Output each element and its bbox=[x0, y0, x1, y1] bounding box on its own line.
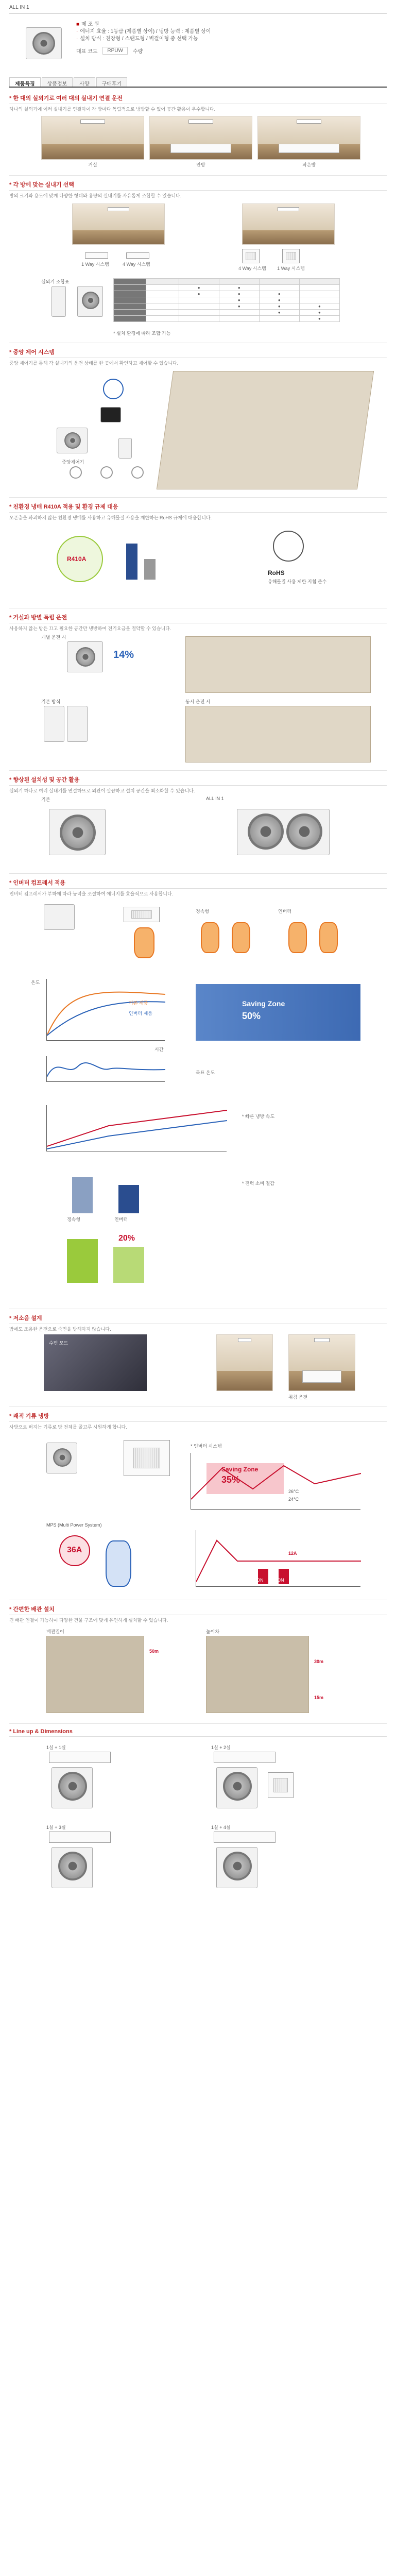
warning-icon bbox=[273, 531, 304, 562]
chart-bar bbox=[67, 1239, 98, 1283]
outdoor-unit-image bbox=[216, 1767, 257, 1808]
section-lineup bbox=[9, 1728, 387, 1739]
temp-label: 24°C bbox=[288, 1497, 299, 1502]
caption: 안방 bbox=[196, 162, 205, 167]
floorplan-image bbox=[185, 706, 371, 762]
section-title: * 한 대의 실외기로 여러 대의 실내기 연결 운전 bbox=[9, 94, 387, 104]
model-tag: ALL IN 1 bbox=[9, 5, 29, 10]
fan-icon bbox=[76, 647, 95, 667]
section-desc: 오존층을 파괴하지 않는 친환경 냉매를 사용하고 유해물질 사용을 제한하는 RoHS 규제에 대응합니다. bbox=[9, 515, 212, 520]
chart-bar bbox=[126, 544, 137, 580]
diagram-label: 개별 운전 시 bbox=[41, 635, 66, 640]
outdoor-unit-image bbox=[67, 706, 88, 742]
fan-icon bbox=[82, 292, 99, 309]
floorplan-image bbox=[157, 371, 374, 489]
outdoor-unit-image bbox=[49, 809, 106, 855]
section-desc: 하나의 실외기에 여러 실내기를 연결하여 각 방마다 독립적으로 냉방할 수 있어 공간 활용이 우수합니다. bbox=[9, 107, 216, 112]
section-title: * 쾌적 기류 냉방 bbox=[9, 1412, 387, 1422]
caption: 4 Way 시스템 bbox=[123, 262, 150, 267]
saving-pct: 14% bbox=[113, 649, 134, 660]
amp-small: 12A bbox=[288, 1551, 297, 1556]
outdoor-unit-image bbox=[44, 706, 64, 742]
cassette-unit bbox=[49, 1832, 111, 1843]
on-label: ON bbox=[256, 1578, 264, 1583]
fan-icon bbox=[64, 432, 81, 449]
chart-bar bbox=[113, 1247, 144, 1283]
diagram-label: 중앙제어기 bbox=[62, 460, 84, 465]
room-image bbox=[72, 204, 165, 245]
mps-label: MPS (Multi Power System) bbox=[46, 1522, 102, 1528]
room-image bbox=[216, 1334, 273, 1391]
curve-label: 인버터 제품 bbox=[129, 1011, 152, 1016]
section-desc: 사용하지 않는 방은 끄고 필요한 공간만 냉방하여 전기요금을 절약할 수 있습니다. bbox=[9, 626, 171, 631]
remote-icon bbox=[100, 466, 113, 479]
diagram-label: ALL IN 1 bbox=[206, 796, 224, 801]
chart-bar bbox=[72, 1177, 93, 1213]
cassette-unit bbox=[282, 249, 300, 263]
section-title: * 간편한 배관 설치 bbox=[9, 1605, 387, 1615]
section-zone-control bbox=[9, 613, 387, 632]
room-image bbox=[288, 1334, 355, 1391]
section-desc: 인버터 컴프레서가 부하에 따라 능력을 조절하여 에너지를 효율적으로 사용합니다. bbox=[9, 891, 174, 896]
saving-chart bbox=[191, 1453, 360, 1510]
on-label: ON bbox=[277, 1578, 284, 1583]
outdoor-unit-image bbox=[237, 809, 330, 855]
bar-label: 인버터 bbox=[114, 1217, 128, 1222]
compressor-image bbox=[44, 904, 75, 930]
section-title: * 향상된 설치성 및 공간 활용 bbox=[9, 775, 387, 786]
building-image bbox=[206, 1636, 309, 1713]
lineup-group-label: 1실 + 1실 bbox=[46, 1745, 66, 1750]
saving-zone-panel bbox=[196, 984, 360, 1041]
person-icon bbox=[134, 927, 154, 958]
axis-label: 온도 bbox=[31, 980, 40, 985]
outdoor-unit-image bbox=[26, 27, 62, 59]
image-label: 취침 운전 bbox=[288, 1395, 308, 1400]
power-chart bbox=[46, 1105, 227, 1151]
target-label: 목표 온도 bbox=[196, 1070, 215, 1075]
cassette-unit bbox=[214, 1752, 276, 1763]
fan-icon bbox=[223, 1772, 252, 1801]
cassette-unit bbox=[126, 252, 149, 259]
cassette-unit bbox=[49, 1752, 111, 1763]
section-installation bbox=[9, 775, 387, 794]
fan-icon bbox=[58, 1852, 87, 1880]
caption: 1 Way 시스템 bbox=[277, 266, 305, 271]
axis-label: 시간 bbox=[154, 1047, 164, 1052]
section-eco bbox=[9, 502, 387, 521]
legend-item: 정속형 bbox=[196, 909, 210, 914]
lineup-group-label: 1실 + 2실 bbox=[211, 1745, 231, 1750]
character-icon bbox=[106, 1540, 131, 1587]
info-line: · 설치 방식 : 천장형 / 스탠드형 / 벽걸이형 중 선택 가능 bbox=[76, 36, 198, 42]
product-info bbox=[76, 21, 380, 55]
outdoor-unit-image bbox=[77, 286, 103, 317]
outdoor-unit-image bbox=[46, 1443, 77, 1473]
product-thumbnail bbox=[21, 18, 70, 67]
section-desc: 중앙 제어기를 통해 각 실내기의 운전 상태를 한 곳에서 확인하고 제어할 수 있습니다. bbox=[9, 361, 179, 366]
diagram-label: 기존 bbox=[41, 797, 50, 802]
wave-chart-svg bbox=[47, 1056, 165, 1082]
saving-zone-pct: 50% bbox=[242, 1011, 261, 1021]
bar-label: 정속형 bbox=[67, 1217, 81, 1222]
wave-curve bbox=[47, 1063, 165, 1077]
outdoor-unit-image bbox=[67, 641, 103, 672]
cert-label: RoHS bbox=[268, 569, 285, 577]
diagram-label: 동시 운전 시 bbox=[185, 699, 211, 704]
caption: 거실 bbox=[88, 162, 97, 167]
image-label: 수면 모드 bbox=[49, 1341, 68, 1346]
top-bar bbox=[9, 4, 387, 11]
line-fixed bbox=[47, 1110, 227, 1146]
chart-bar bbox=[118, 1185, 139, 1213]
section-central-control bbox=[9, 348, 387, 366]
amp-label: 36A bbox=[67, 1546, 82, 1554]
cassette-unit bbox=[214, 1832, 276, 1843]
cassette-unit bbox=[124, 907, 160, 922]
monitor-icon bbox=[100, 407, 121, 422]
code-row bbox=[76, 47, 380, 55]
note-label: * 인버터 시스템 bbox=[191, 1444, 222, 1449]
remote-icon bbox=[131, 466, 144, 479]
legend-item: 인버터 bbox=[278, 909, 292, 914]
section-title: * 거실과 방별 독립 운전 bbox=[9, 613, 387, 623]
section-desc: 사방으로 퍼지는 기류로 방 전체를 골고루 시원하게 합니다. bbox=[9, 1425, 127, 1430]
code-label: 대표 코드 bbox=[76, 49, 98, 55]
qty-label: 수량 bbox=[132, 49, 143, 55]
note-label: * 전력 소비 절감 bbox=[242, 1181, 275, 1186]
room-image bbox=[257, 116, 360, 160]
outdoor-unit-image bbox=[51, 1847, 93, 1888]
curve-label: 기존 제품 bbox=[129, 1001, 148, 1006]
dimension-label: 30m bbox=[314, 1659, 324, 1664]
cassette-unit bbox=[242, 249, 260, 263]
section-desc: 실외기 하나로 여러 실내기를 연결하므로 외관이 깔끔하고 설치 공간을 최소화할 수 있습니다. bbox=[9, 788, 195, 793]
diagram-label: 높이차 bbox=[206, 1629, 220, 1634]
room-image bbox=[242, 204, 335, 245]
product-summary bbox=[9, 13, 387, 73]
section-multi-connect bbox=[9, 94, 387, 112]
outdoor-unit-image bbox=[51, 286, 66, 317]
note-label: * 빠른 냉방 속도 bbox=[242, 1114, 275, 1119]
outdoor-unit-image bbox=[57, 428, 88, 453]
tab-specs[interactable]: 사양 bbox=[74, 77, 95, 87]
section-airflow bbox=[9, 1412, 387, 1430]
chart-bar bbox=[144, 559, 156, 580]
line-inverter bbox=[47, 1121, 227, 1149]
caption: 4 Way 시스템 bbox=[238, 266, 266, 271]
cassette-unit bbox=[268, 1772, 294, 1798]
saving-zone-label: Saving Zone bbox=[221, 1466, 259, 1473]
power-chart-svg bbox=[47, 1105, 227, 1151]
controller-icon bbox=[118, 438, 132, 459]
dimension-label: 15m bbox=[314, 1695, 324, 1700]
caption: 작은방 bbox=[302, 162, 316, 167]
saving-zone-pct: 35% bbox=[221, 1475, 240, 1485]
curve-inverter bbox=[47, 1002, 165, 1036]
room-image bbox=[41, 116, 144, 160]
section-indoor-units bbox=[9, 180, 387, 199]
outdoor-unit-image bbox=[51, 1767, 93, 1808]
fan-icon bbox=[58, 1772, 87, 1801]
outdoor-unit-image bbox=[216, 1847, 257, 1888]
lineup-group-label: 1실 + 4실 bbox=[211, 1825, 231, 1830]
tab-info[interactable]: 상품정보 bbox=[42, 77, 73, 87]
cassette-unit bbox=[85, 252, 108, 259]
bar-saving: 20% bbox=[118, 1234, 135, 1243]
saving-chart-svg bbox=[191, 1453, 361, 1510]
section-quiet bbox=[9, 1314, 387, 1332]
temp-label: 26°C bbox=[288, 1489, 299, 1494]
lineup-group-label: 1실 + 3실 bbox=[46, 1825, 66, 1830]
section-title: * 인버터 컴프레서 적용 bbox=[9, 878, 387, 889]
fan-icon bbox=[286, 814, 322, 850]
tab-bar bbox=[9, 77, 387, 88]
diagram-label: 배관길이 bbox=[46, 1629, 64, 1634]
caption: 1 Way 시스템 bbox=[81, 262, 109, 267]
info-line: · 에너지 효율 : 1등급 (제품별 상이) / 냉방 능력 : 제품별 상이 bbox=[76, 29, 211, 35]
dimension-label: 50m bbox=[149, 1649, 159, 1654]
info-line: ■ 제 조 원 bbox=[76, 22, 99, 27]
tab-reviews[interactable]: 구매후기 bbox=[96, 77, 128, 87]
diagram-label: 기존 방식 bbox=[41, 699, 61, 704]
code-select[interactable]: RPUW bbox=[102, 47, 128, 55]
table-note: * 설치 환경에 따라 조합 가능 bbox=[113, 331, 171, 336]
tab-features[interactable]: 제품특징 bbox=[9, 77, 41, 87]
section-title: * 저소음 설계 bbox=[9, 1314, 387, 1324]
person-icon bbox=[201, 922, 219, 953]
refrigerant-label: R410A bbox=[67, 555, 87, 563]
wave-chart bbox=[46, 1056, 165, 1082]
section-title: * Line up & Dimensions bbox=[9, 1728, 387, 1737]
section-desc: 긴 배관 연결이 가능하여 다양한 건물 구조에 맞게 유연하게 설치할 수 있습니다. bbox=[9, 1618, 168, 1623]
fan-icon bbox=[53, 1448, 72, 1467]
cert-desc: 유해물질 사용 제한 지침 준수 bbox=[268, 579, 327, 584]
fan-icon bbox=[223, 1852, 252, 1880]
fan-icon bbox=[32, 32, 55, 55]
section-title: * 중앙 제어 시스템 bbox=[9, 348, 387, 358]
combination-table: ● ● ● ● ● ● ● ● ● ● ● ● ● bbox=[113, 278, 340, 322]
remote-icon bbox=[70, 466, 82, 479]
floorplan-image bbox=[185, 636, 371, 693]
section-title: * 친환경 냉매 R410A 적용 및 환경 규제 대응 bbox=[9, 502, 387, 513]
section-desc: 밤에도 조용한 운전으로 숙면을 방해하지 않습니다. bbox=[9, 1327, 111, 1332]
saving-zone-label: Saving Zone bbox=[242, 999, 285, 1008]
side-label: 실외기 조합표 bbox=[41, 279, 70, 284]
section-piping bbox=[9, 1605, 387, 1623]
person-icon bbox=[232, 922, 250, 953]
section-desc: 방의 크기와 용도에 맞게 다양한 형태와 용량의 실내기를 자유롭게 조합할 수 있습니다. bbox=[9, 193, 182, 198]
section-inverter bbox=[9, 878, 387, 897]
building-image bbox=[46, 1636, 144, 1713]
fan-icon bbox=[60, 815, 96, 851]
person-icon bbox=[288, 922, 307, 953]
section-title: * 각 방에 맞는 실내기 선택 bbox=[9, 180, 387, 191]
person-icon bbox=[319, 922, 338, 953]
fan-icon bbox=[248, 814, 284, 850]
globe-icon bbox=[103, 379, 124, 399]
room-image bbox=[149, 116, 252, 160]
cassette-unit bbox=[124, 1440, 170, 1476]
